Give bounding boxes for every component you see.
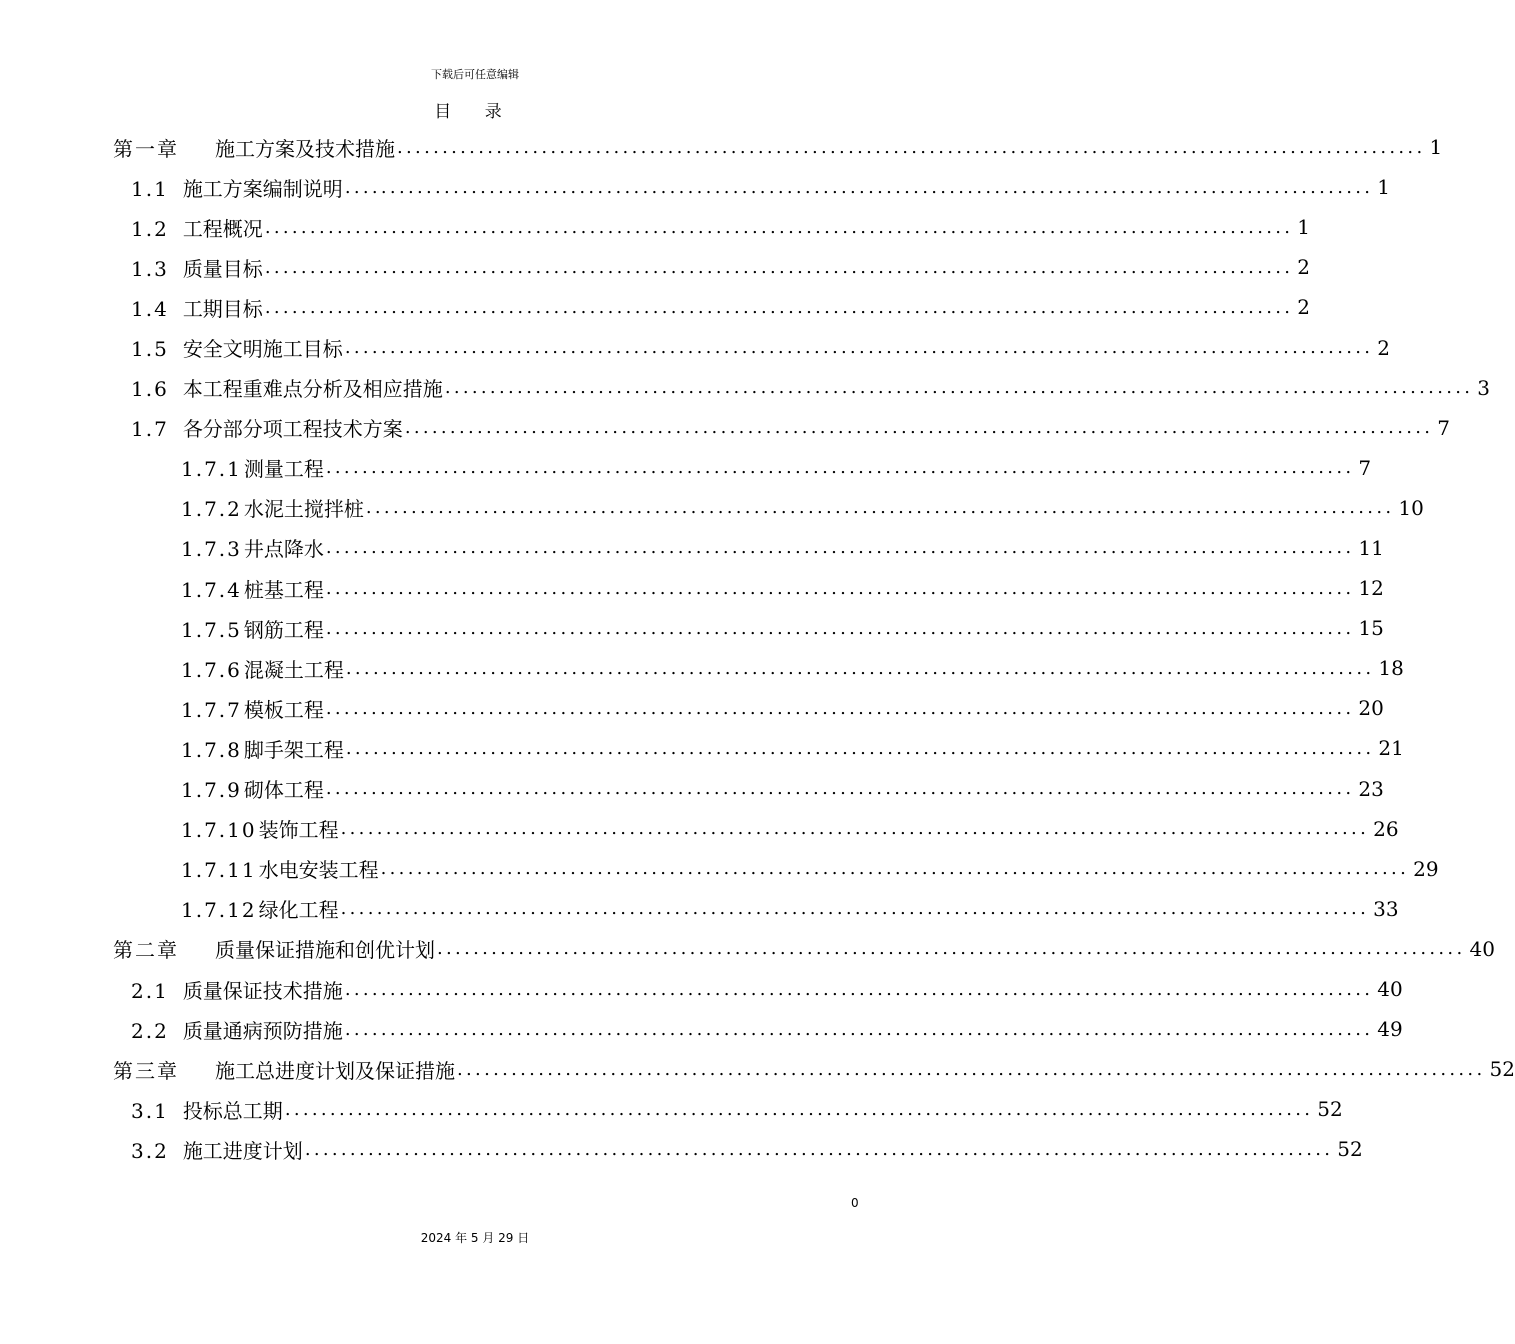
toc-entry-page: 15 <box>1358 616 1384 641</box>
toc-entry-page: 40 <box>1377 977 1403 1002</box>
toc-entry-number: 1.7.5 <box>181 617 242 642</box>
toc-entry-label <box>131 253 263 282</box>
toc-entry[interactable] <box>0 287 1311 327</box>
toc-entry[interactable] <box>0 528 1384 568</box>
toc-dot-leader: .................................................................................................................. <box>340 898 1370 920</box>
toc-entry-label <box>131 975 343 1004</box>
toc-entry[interactable] <box>0 688 1384 728</box>
toc-entry-number: 第一章 <box>113 136 179 161</box>
toc-dot-leader: .................................................................................................................. <box>345 657 1375 679</box>
toc-entry-page: 10 <box>1398 495 1424 520</box>
toc-entry-label <box>181 854 379 883</box>
toc-entry-label <box>131 1095 283 1124</box>
toc-dot-leader: .................................................................................................................. <box>345 737 1375 759</box>
toc-entry-number: 1.7.9 <box>181 778 242 803</box>
toc-entry-label <box>131 1135 303 1164</box>
toc-entry-label <box>131 213 263 242</box>
toc-entry-page: 29 <box>1413 856 1439 881</box>
toc-entry-title: 质量保证措施和创优计划 <box>215 938 435 963</box>
toc-entry-number: 1.7.8 <box>181 737 242 762</box>
toc-entry[interactable] <box>0 608 1384 648</box>
toc-entry-title: 质量通病预防措施 <box>182 1018 343 1043</box>
toc-entry[interactable] <box>0 969 1403 1009</box>
toc-entry[interactable] <box>0 769 1384 809</box>
toc-entry-number: 1.7 <box>131 417 169 442</box>
toc-entry-label <box>131 373 443 402</box>
toc-entry-number: 1.7.7 <box>181 697 242 722</box>
toc-entry[interactable] <box>0 929 1495 969</box>
toc-entry-number: 1.7.11 <box>181 858 257 883</box>
toc-entry-page: 20 <box>1358 696 1384 721</box>
toc-entry[interactable] <box>0 368 1491 408</box>
toc-dot-leader: .................................................................................................................. <box>304 1138 1334 1160</box>
header-note: 下载后可任意编辑 <box>431 68 519 81</box>
toc-entry-page: 21 <box>1378 736 1404 761</box>
toc-entry-title: 模板工程 <box>243 697 324 722</box>
toc-entry-number: 1.1 <box>131 176 169 201</box>
toc-entry-number: 1.7.4 <box>181 577 242 602</box>
toc-entry-page: 2 <box>1377 335 1391 360</box>
toc-entry-title: 砌体工程 <box>243 778 324 803</box>
toc-entry-number: 1.7.10 <box>181 818 257 843</box>
toc-entry[interactable] <box>0 247 1311 287</box>
toc-entry-number: 1.7.3 <box>181 537 242 562</box>
toc-entry-page: 26 <box>1373 816 1399 841</box>
toc-entry-label <box>181 774 324 803</box>
toc-entry-number: 1.7.1 <box>181 457 242 482</box>
toc-entry-title: 混凝土工程 <box>243 657 344 682</box>
toc-entry-label <box>131 333 343 362</box>
toc-dot-leader: .................................................................................................................. <box>264 256 1294 278</box>
toc-entry[interactable] <box>0 127 1443 167</box>
toc-entry-label <box>181 734 344 763</box>
toc-dot-leader: .................................................................................................................. <box>344 1018 1374 1040</box>
toc-entry-title: 水电安装工程 <box>258 858 379 883</box>
toc-entry-label <box>131 293 263 322</box>
toc-entry[interactable] <box>0 488 1424 528</box>
toc-dot-leader: .................................................................................................................. <box>325 697 1355 719</box>
toc-entry-title: 工程概况 <box>182 216 263 241</box>
toc-entry-title: 各分部分项工程技术方案 <box>182 417 403 442</box>
toc-entry[interactable] <box>0 327 1391 367</box>
toc-entry-title: 安全文明施工目标 <box>182 337 343 362</box>
toc-entry-page: 11 <box>1358 535 1384 560</box>
toc-entry-number: 第三章 <box>113 1058 179 1083</box>
toc-entry-title: 施工总进度计划及保证措施 <box>215 1058 455 1083</box>
toc-entry-title: 水泥土搅拌桩 <box>243 497 364 522</box>
toc-entry[interactable] <box>0 849 1439 889</box>
toc-entry[interactable] <box>0 408 1451 448</box>
toc-entry-title: 施工方案及技术措施 <box>215 136 395 161</box>
toc-entry-label <box>131 413 403 442</box>
toc-entry-title: 装饰工程 <box>258 818 339 843</box>
toc-entry-number: 1.7.6 <box>181 657 242 682</box>
toc-entry-page: 49 <box>1377 1017 1403 1042</box>
toc-dot-leader: .................................................................................................................. <box>380 858 1410 880</box>
toc-entry[interactable] <box>0 1009 1403 1049</box>
toc-entry[interactable] <box>0 1129 1363 1169</box>
toc-dot-leader: .................................................................................................................. <box>344 978 1374 1000</box>
toc-entry-page: 52 <box>1489 1057 1515 1082</box>
toc-entry-label <box>113 1055 455 1084</box>
toc-entry-title: 施工进度计划 <box>182 1138 303 1163</box>
toc-entry-page: 2 <box>1297 295 1311 320</box>
toc-entry-number: 第二章 <box>113 938 179 963</box>
toc-entry-page: 52 <box>1337 1137 1363 1162</box>
toc-dot-leader: .................................................................................................................. <box>284 1098 1314 1120</box>
toc-entry-label <box>181 453 324 482</box>
toc-entry[interactable] <box>0 889 1399 929</box>
toc-entry[interactable] <box>0 1089 1343 1129</box>
toc-entry-title: 工期目标 <box>182 296 263 321</box>
toc-dot-leader: .................................................................................................................. <box>365 497 1395 519</box>
toc-entry-page: 33 <box>1373 896 1399 921</box>
toc-entry-page: 52 <box>1317 1097 1343 1122</box>
footer-date: 2024 年 5 月 29 日 <box>420 1231 530 1245</box>
toc-dot-leader: .................................................................................................................. <box>437 938 1466 960</box>
toc-dot-leader: .................................................................................................................. <box>344 337 1374 359</box>
toc-entry-title: 投标总工期 <box>182 1098 283 1123</box>
toc-entry-page: 23 <box>1358 776 1384 801</box>
toc-entry-page: 1 <box>1377 175 1391 200</box>
toc-entry-number: 2.2 <box>131 1018 169 1043</box>
toc-entry-number: 1.6 <box>131 377 169 402</box>
toc-dot-leader: .................................................................................................................. <box>325 778 1355 800</box>
toc-entry-number: 1.7.12 <box>181 898 257 923</box>
toc-entry[interactable] <box>0 648 1404 688</box>
toc-entry-page: 18 <box>1378 656 1404 681</box>
page-number: 0 <box>851 1196 859 1210</box>
toc-entry-label <box>181 694 324 723</box>
toc-entry-page: 3 <box>1477 375 1491 400</box>
toc-entry-label <box>181 493 364 522</box>
toc-entry-title: 施工方案编制说明 <box>182 176 343 201</box>
toc-title: 目 录 <box>434 102 516 122</box>
toc-entry-title: 井点降水 <box>243 537 324 562</box>
toc-dot-leader: .................................................................................................................. <box>404 417 1434 439</box>
toc-entry-page: 40 <box>1469 936 1495 961</box>
toc-entry-page: 7 <box>1437 415 1451 440</box>
toc-dot-leader: .................................................................................................................. <box>457 1058 1486 1080</box>
toc-dot-leader: .................................................................................................................. <box>325 577 1355 599</box>
toc-entry-title: 质量目标 <box>182 256 263 281</box>
toc-entry-title: 质量保证技术措施 <box>182 978 343 1003</box>
toc-entry-title: 桩基工程 <box>243 577 324 602</box>
toc-entry-number: 3.1 <box>131 1098 169 1123</box>
toc-entry-page: 2 <box>1297 255 1311 280</box>
toc-entry-label <box>181 614 324 643</box>
toc-entry[interactable] <box>0 809 1399 849</box>
toc-entry[interactable] <box>0 207 1311 247</box>
toc-entry-title: 绿化工程 <box>258 898 339 923</box>
toc-dot-leader: .................................................................................................................. <box>344 176 1374 198</box>
toc-dot-leader: .................................................................................................................. <box>264 296 1294 318</box>
toc-entry-page: 1 <box>1297 215 1311 240</box>
toc-entry-page: 7 <box>1358 455 1372 480</box>
toc-entry-number: 3.2 <box>131 1138 169 1163</box>
toc-dot-leader: .................................................................................................................. <box>397 136 1426 158</box>
toc-entry-label <box>131 1015 343 1044</box>
toc-dot-leader: .................................................................................................................. <box>444 377 1474 399</box>
toc-dot-leader: .................................................................................................................. <box>340 818 1370 840</box>
toc-dot-leader: .................................................................................................................. <box>325 617 1355 639</box>
toc-entry-page: 12 <box>1358 576 1384 601</box>
toc-entry-number: 2.1 <box>131 978 169 1003</box>
toc-entry-page: 1 <box>1429 135 1443 160</box>
toc-dot-leader: .................................................................................................................. <box>325 537 1355 559</box>
toc-entry[interactable] <box>0 1049 1515 1089</box>
toc-entry-title: 钢筋工程 <box>243 617 324 642</box>
toc-entry-number: 1.4 <box>131 296 169 321</box>
toc-entry-label <box>181 814 339 843</box>
toc-entry-title: 本工程重难点分析及相应措施 <box>182 377 443 402</box>
toc-entry-label <box>181 654 344 683</box>
toc-entry-number: 1.5 <box>131 337 169 362</box>
toc-entry-label <box>113 934 435 963</box>
toc-dot-leader: .................................................................................................................. <box>325 457 1355 479</box>
toc-entry-title: 测量工程 <box>243 457 324 482</box>
toc-entry[interactable] <box>0 448 1372 488</box>
toc-entry-label <box>181 574 324 603</box>
toc-entry-label <box>131 173 343 202</box>
toc-entry-number: 1.7.2 <box>181 497 242 522</box>
toc-entry-label <box>113 133 395 162</box>
toc-entry[interactable] <box>0 167 1391 207</box>
toc-entry-number: 1.2 <box>131 216 169 241</box>
toc-entry-label <box>181 533 324 562</box>
toc-dot-leader: .................................................................................................................. <box>264 216 1294 238</box>
toc-entry[interactable] <box>0 568 1384 608</box>
toc-entry[interactable] <box>0 728 1404 768</box>
toc-entry-number: 1.3 <box>131 256 169 281</box>
toc-entry-title: 脚手架工程 <box>243 737 344 762</box>
table-of-contents <box>0 127 1515 1169</box>
toc-entry-label <box>181 894 339 923</box>
